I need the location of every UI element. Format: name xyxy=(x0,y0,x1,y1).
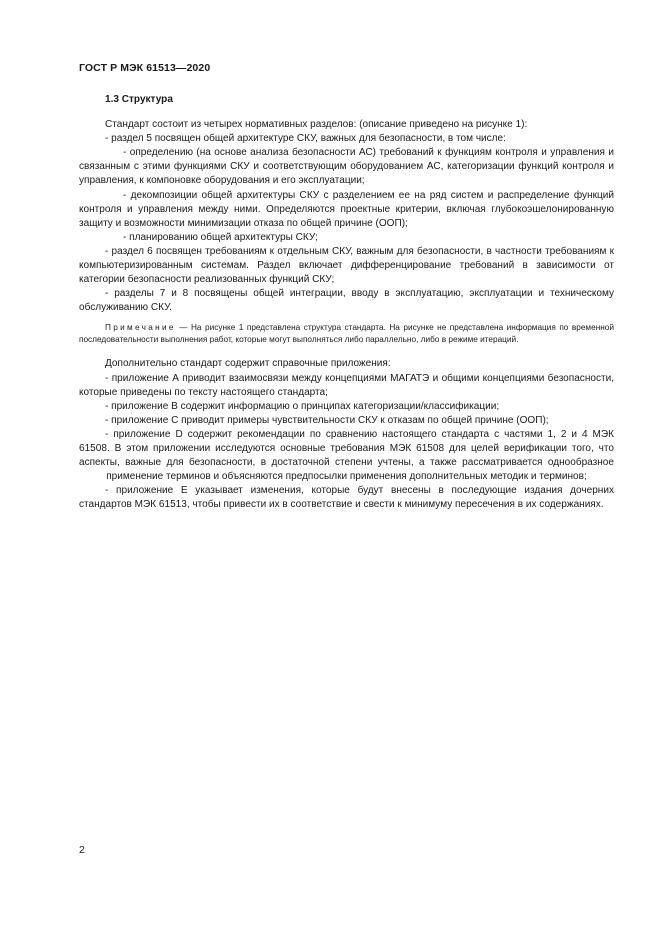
note-label: Примечание xyxy=(105,323,176,333)
list-item-appendix-d: - приложение D содержит рекомендации по сравнению настоящего стандарта с частями 1, 2 и 4 МЭК 61508. В этом приложении исследуются основные требования МЭК 61508 для целей верификации того, что аспекты, важные для безопасности, в достаточной степени учтены, а также рассматривается однообразное применение терминов и объясняются предпосылки применения дополнительных методик и терминов; xyxy=(79,428,614,483)
note xyxy=(79,322,614,345)
list-item-sections-7-8: - разделы 7 и 8 посвящены общей интеграции, вводу в эксплуатацию, эксплуатации и техническому обслуживанию СКУ. xyxy=(79,288,614,314)
list-item-definition: - определению (на основе анализа безопасности АС) требований к функциям контроля и управления и связанным с этими функциями СКУ и соответствующим оборудованием АС, категоризации функций контроля и управления, к компоновке оборудования и его эксплуатации; xyxy=(79,147,614,187)
list-item-appendix-b: - приложение В содержит информацию о принципах категоризации/классификации; xyxy=(105,400,500,412)
document-body xyxy=(79,93,614,512)
note-text: — На рисунке 1 представлена структура стандарта. На рисунке не представлена информация по временной последовательности выполнения работ, которые могут выполняться либо параллельно, либо в режиме итераций. xyxy=(79,323,614,344)
page-number: 2 xyxy=(79,844,85,856)
list-item-section-5: - раздел 5 посвящен общей архитектуре СКУ, важных для безопасности, в том числе: xyxy=(105,133,506,145)
list-item-planning: - планированию общей архитектуры СКУ; xyxy=(123,231,318,243)
list-item-decomposition: - декомпозиции общей архитектуры СКУ с разделением ее на ряд систем и распределение функций контроля и управления между ними. Определяются проектные критерии, включая глубокоэшелонированную защиту и возможности минимизации отказа по общей причине (ООП); xyxy=(79,189,614,229)
document-header: ГОСТ Р МЭК 61513—2020 xyxy=(79,62,211,74)
appendices-intro: Дополнительно стандарт содержит справочные приложения: xyxy=(105,358,391,370)
list-item-section-6: - раздел 6 посвящен требованиям к отдельным СКУ, важным для безопасности, в частности требованиям к компьютеризированным системам. Раздел включает дифференцирование требований в зависимости от категории безопасности реализованных функций СКУ; xyxy=(79,245,614,286)
list-item-appendix-c: - приложение С приводит примеры чувствительности СКУ к отказам по общей причине (ООП); xyxy=(105,414,549,426)
list-item-appendix-e: - приложение Е указывает изменения, которые будут внесены в последующие издания дочерних стандартов МЭК 61513, чтобы привести их в соответствие и свести к минимуму пересечения в их содержаниях. xyxy=(79,485,614,511)
paragraph-intro: Стандарт состоит из четырех нормативных разделов: (описание приведено на рисунке 1): xyxy=(105,119,528,131)
list-item-appendix-a: - приложение А приводит взаимосвязи между концепциями МАГАТЭ и общими концепциями безопасности, которые приведены по тексту настоящего стандарта; xyxy=(79,372,614,398)
section-title: 1.3 Структура xyxy=(105,94,173,105)
